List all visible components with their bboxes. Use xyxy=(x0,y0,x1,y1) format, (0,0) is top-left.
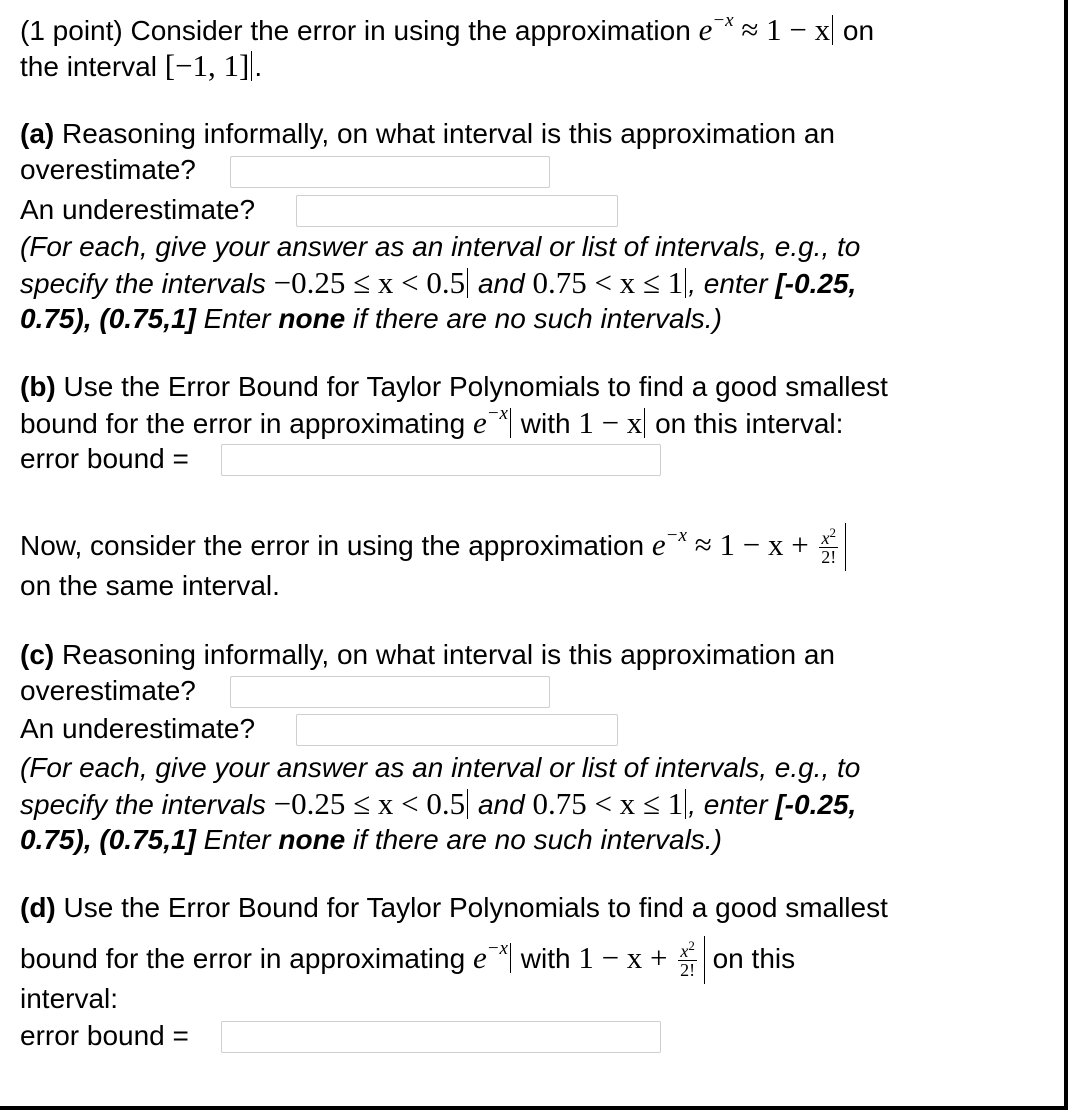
part-d-line-1: (d) Use the Error Bound for Taylor Polynomials to find a good smallest xyxy=(20,892,888,923)
math-cursor xyxy=(510,943,511,973)
math-cursor xyxy=(644,408,645,438)
math-cursor xyxy=(704,936,705,984)
part-a-overestimate-input[interactable] xyxy=(230,156,550,188)
instructions-c-line-3: 0.75), (0.75,1] Enter none if there are no such intervals.) xyxy=(20,824,722,855)
instructions-c-line-2: specify the intervals −0.25 ≤ x < 0.5 and 0.75 < x ≤ 1 , enter [-0.25, xyxy=(20,786,857,821)
math-cursor xyxy=(845,523,846,571)
part-a-line-2: overestimate? xyxy=(20,154,196,185)
part-c-line-1: (c) Reasoning informally, on what interval is this approximation an xyxy=(20,639,835,670)
part-d-line-2: bound for the error in approximating $e^{-x}$ with 1 − x + $\frac{x^2}{2!}$ on this xyxy=(20,936,795,984)
part-a-line-1: (a) Reasoning informally, on what interval is this approximation an xyxy=(20,118,835,149)
math-cursor xyxy=(467,268,468,298)
intro-line-2: the interval [−1, 1] . xyxy=(20,48,263,83)
part-d-line-4: error bound = xyxy=(20,1020,189,1051)
part-d-error-bound-input[interactable] xyxy=(221,1021,661,1053)
intro-line-1: (1 point) Consider the error in using the approximation $e^{-x} \approx 1 - x$ on xyxy=(20,10,875,47)
math-cursor xyxy=(832,15,833,45)
part-c-line-3: An underestimate? xyxy=(20,713,256,744)
math-cursor xyxy=(510,408,511,438)
part-c-overestimate-input[interactable] xyxy=(230,676,550,708)
part-a-underestimate-input[interactable] xyxy=(296,195,618,227)
part-d-line-3: interval: xyxy=(20,983,119,1014)
part-c-underestimate-input[interactable] xyxy=(296,714,618,746)
math-cursor xyxy=(685,268,686,298)
math-cursor xyxy=(467,789,468,819)
part-c-line-2: overestimate? xyxy=(20,675,196,706)
instructions-a-line-1: (For each, give your answer as an interval or list of intervals, e.g., to xyxy=(20,231,861,262)
part-a-line-3: An underestimate? xyxy=(20,194,256,225)
instructions-a-line-3: 0.75), (0.75,1] Enter none if there are no such intervals.) xyxy=(20,303,722,334)
fraction-x2-over-2fact: $\frac{x^2}{2!}$ xyxy=(821,525,837,567)
part-b-line-1: (b) Use the Error Bound for Taylor Polynomials to find a good smallest xyxy=(20,371,888,402)
part-b-line-2: bound for the error in approximating $e^{-x}$ with 1 − x on this interval: xyxy=(20,403,844,440)
part-b-line-3: error bound = xyxy=(20,443,189,474)
now-line-2: on the same interval. xyxy=(20,570,280,601)
math-cursor xyxy=(685,789,686,819)
math-cursor xyxy=(251,51,252,81)
now-line-1: Now, consider the error in using the approximation $e^{-x} \approx 1 - x$ + $\frac{x^2}{2!}$ xyxy=(20,523,846,571)
instructions-a-line-2: specify the intervals −0.25 ≤ x < 0.5 and 0.75 < x ≤ 1 , enter [-0.25, xyxy=(20,265,857,300)
part-b-error-bound-input[interactable] xyxy=(221,444,661,476)
instructions-c-line-1: (For each, give your answer as an interval or list of intervals, e.g., to xyxy=(20,752,861,783)
fraction-x2-over-2fact: $\frac{x^2}{2!}$ xyxy=(680,938,696,980)
